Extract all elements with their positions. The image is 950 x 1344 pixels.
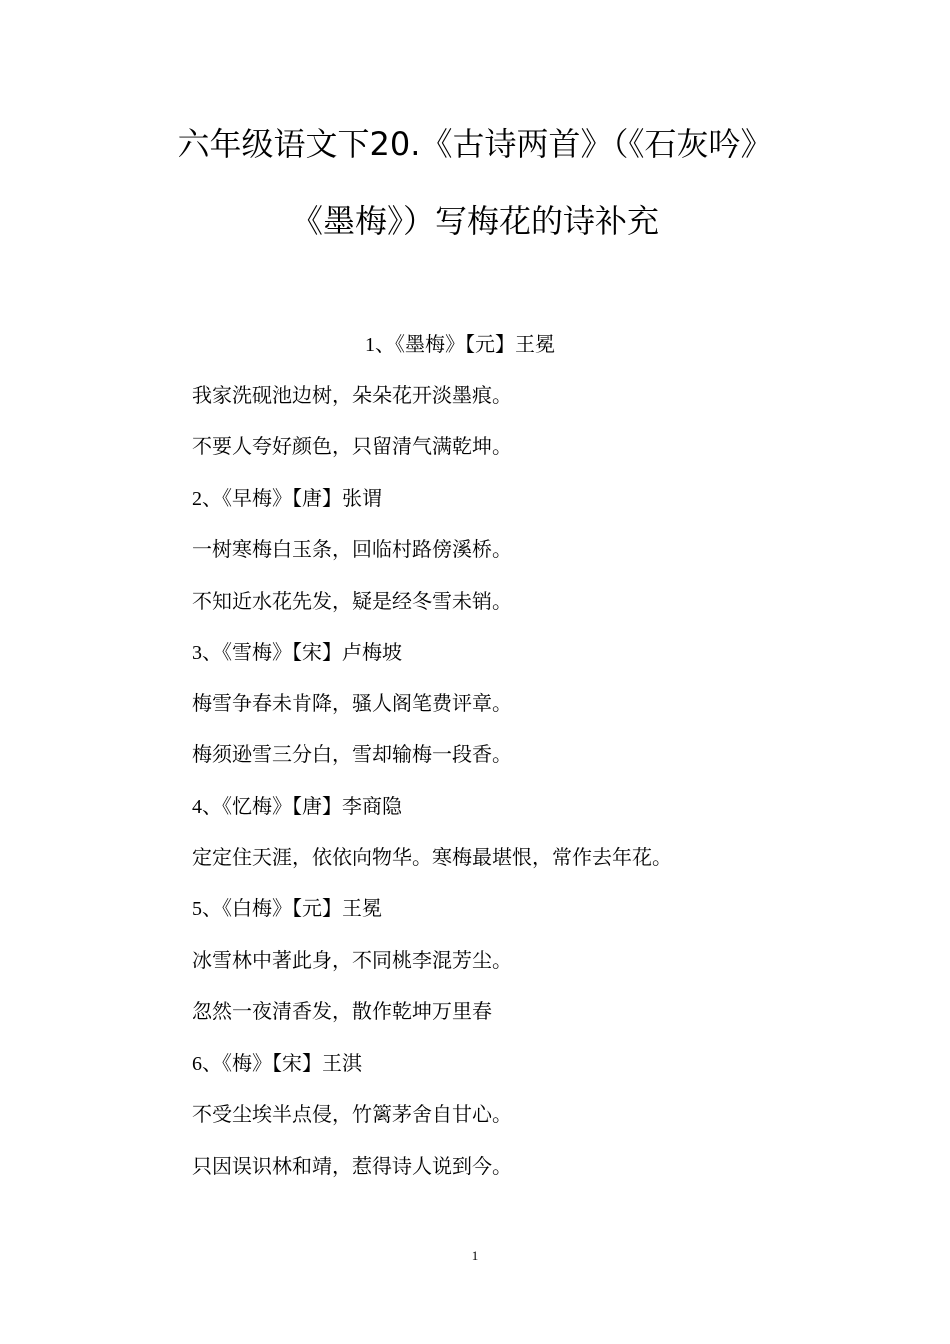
poem-title: 《雪梅》【宋】卢梅坡 (222, 640, 402, 664)
poem-heading (192, 894, 382, 923)
poem-line: 不知近水花先发，疑是经冬雪未销。 (192, 589, 512, 613)
poem-heading (192, 484, 382, 513)
poem-number: 3、 (192, 642, 222, 664)
poem-line: 一树寒梅白玉条，回临村路傍溪桥。 (192, 537, 512, 561)
poem-heading (192, 638, 402, 667)
poem-heading (365, 330, 555, 359)
poem-number: 1、 (365, 334, 395, 356)
poem-line: 冰雪林中著此身，不同桃李混芳尘。 (192, 948, 512, 972)
poem-line: 只因误识林和靖，惹得诗人说到今。 (192, 1154, 512, 1178)
poem-title: 《梅》【宋】王淇 (222, 1051, 362, 1075)
poem-line: 定定住天涯，依依向物华。寒梅最堪恨，常作去年花。 (192, 845, 672, 869)
document-title-line-1: 六年级语文下20.《古诗两首》（《石灰吟》 (177, 125, 773, 163)
poem-title: 《白梅》【元】王冕 (222, 896, 382, 920)
poem-line: 梅须逊雪三分白，雪却输梅一段香。 (192, 742, 512, 766)
poem-title: 《早梅》【唐】张谓 (222, 486, 382, 510)
poem-line: 忽然一夜清香发，散作乾坤万里春 (192, 999, 492, 1023)
poem-number: 4、 (192, 796, 222, 818)
poem-line: 不要人夸好颜色，只留清气满乾坤。 (192, 434, 512, 458)
poem-heading (192, 792, 402, 821)
poem-line: 梅雪争春未肯降，骚人阁笔费评章。 (192, 691, 512, 715)
poem-line: 不受尘埃半点侵，竹篱茅舍自甘心。 (192, 1102, 512, 1126)
poem-line: 我家洗砚池边树，朵朵花开淡墨痕。 (192, 383, 512, 407)
poem-title: 《墨梅》【元】王冕 (395, 332, 555, 356)
page-number: 1 (471, 1248, 479, 1263)
poem-heading (192, 1049, 362, 1078)
poem-number: 6、 (192, 1053, 222, 1075)
poem-title: 《忆梅》【唐】李商隐 (222, 794, 402, 818)
poem-number: 2、 (192, 488, 222, 510)
document-title-line-2: 《墨梅》）写梅花的诗补充 (290, 202, 659, 240)
poem-number: 5、 (192, 898, 222, 920)
